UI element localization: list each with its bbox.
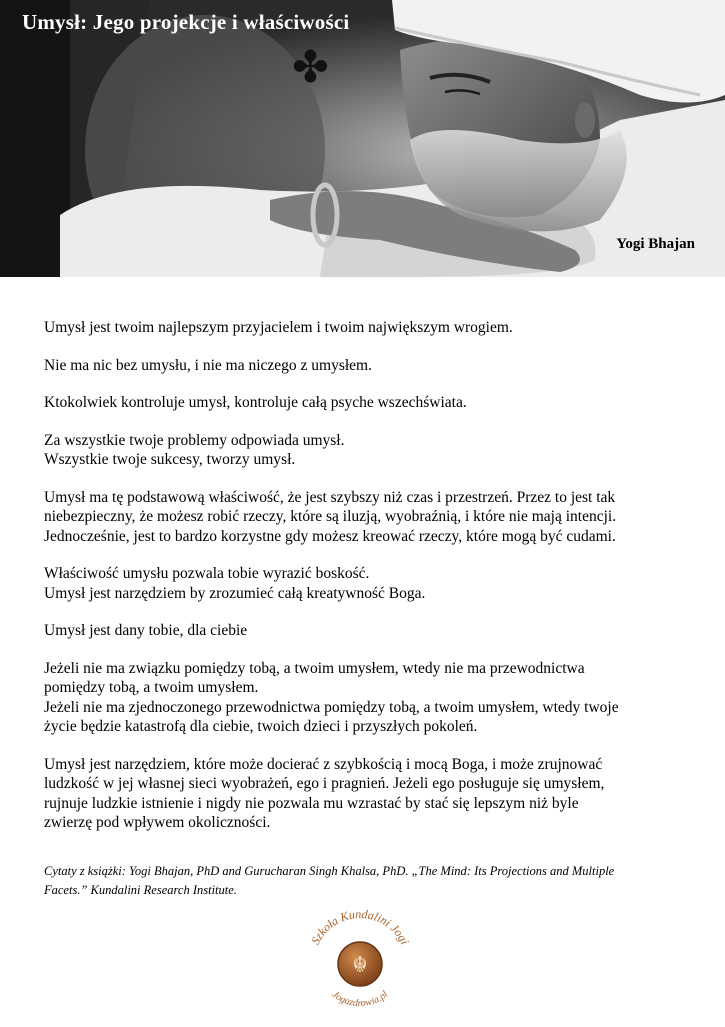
quote-paragraph — [44, 356, 689, 376]
quote-line: zwierzę pod wpływem okoliczności. — [44, 814, 271, 831]
quote-paragraph — [44, 318, 689, 338]
quote-line: Umysł ma tę podstawową właściwość, że jest szybszy niż czas i przestrzeń. Przez to jest tak — [44, 488, 616, 506]
quote-line: niebezpieczny, że możesz robić rzeczy, które są iluzją, wyobraźnią, i które nie mają intencji. — [44, 508, 617, 525]
logo-top-text: Szkoła Kundalini Jogi — [308, 906, 413, 947]
quote-paragraph — [44, 393, 689, 413]
quote-paragraph — [44, 659, 689, 737]
quote-line: Ktokolwiek kontroluje umysł, kontroluje całą psyche wszechświata. — [44, 394, 467, 411]
citation-line: Cytaty z książki: Yogi Bhajan, PhD and Gurucharan Singh Khalsa, PhD. „The Mind: Its Projections and Multiple — [44, 864, 615, 878]
header-photo — [0, 0, 725, 277]
quote-paragraph — [44, 564, 689, 603]
school-logo — [300, 902, 420, 1022]
quote-line: Umysł jest dany tobie, dla ciebie — [44, 622, 248, 639]
quote-line: Umysł jest twoim najlepszym przyjacielem i twoim największym wrogiem. — [44, 319, 513, 336]
photo-caption: Yogi Bhajan — [616, 236, 695, 252]
svg-text:Szkoła Kundalini Jogi — [308, 907, 412, 947]
quote-line: Właściwość umysłu pozwala tobie wyrazić boskość. — [44, 565, 370, 582]
quote-paragraph — [44, 755, 689, 833]
page-title: Umysł: Jego projekcje i właściwości — [22, 10, 350, 34]
quote-line: pomiędzy tobą, a twoim umysłem. — [44, 679, 259, 696]
logo-bottom-text: Jogazdrowia.pl — [329, 989, 391, 1010]
svg-text:Jogazdrowia.pl — [330, 989, 390, 1009]
quote-line: ludzkość w jej własnej sieci wyobrażeń, ego i pragnień. Jeżeli ego posługuje się umysłem, — [44, 775, 605, 792]
quote-line: Jeżeli nie ma związku pomiędzy tobą, a twoim umysłem, wtedy nie ma przewodnictwa — [44, 659, 585, 677]
citation-line: Facets.” Kundalini Research Institute. — [44, 883, 237, 897]
quote-paragraph — [44, 488, 689, 547]
quote-line: Nie ma nic bez umysłu, i nie ma niczego z umysłem. — [44, 356, 372, 374]
quote-line: Wszystkie twoje sukcesy, tworzy umysł. — [44, 451, 296, 468]
quote-line: rujnuje ludzkie istnienie i nigdy nie pozwala mu wzrastać by stać się lepszym niż byle — [44, 794, 579, 812]
quote-line: życie będzie katastrofą dla ciebie, twoich dzieci i przyszłych pokoleń. — [44, 718, 478, 735]
quote-line: Umysł jest narzędziem by zrozumieć całą kreatywność Boga. — [44, 584, 426, 602]
wall-symbol-icon: ✤ — [292, 42, 329, 93]
quote-body — [44, 318, 689, 851]
ik-onkar-symbol-icon: ☬ — [352, 953, 368, 978]
quote-paragraph — [44, 621, 689, 641]
quote-line: Za wszystkie twoje problemy odpowiada umysł. — [44, 431, 345, 449]
quote-paragraph — [44, 431, 689, 470]
quote-line: Jeżeli nie ma zjednoczonego przewodnictwa pomiędzy tobą, a twoim umysłem, wtedy twoje — [44, 698, 619, 716]
quote-line: Umysł jest narzędziem, które może docierać z szybkością i mocą Boga, i może zrujnować — [44, 755, 603, 773]
quote-line: Jednocześnie, jest to bardzo korzystne gdy możesz kreować rzeczy, które mogą być cudami. — [44, 527, 616, 545]
book-citation — [44, 862, 684, 900]
